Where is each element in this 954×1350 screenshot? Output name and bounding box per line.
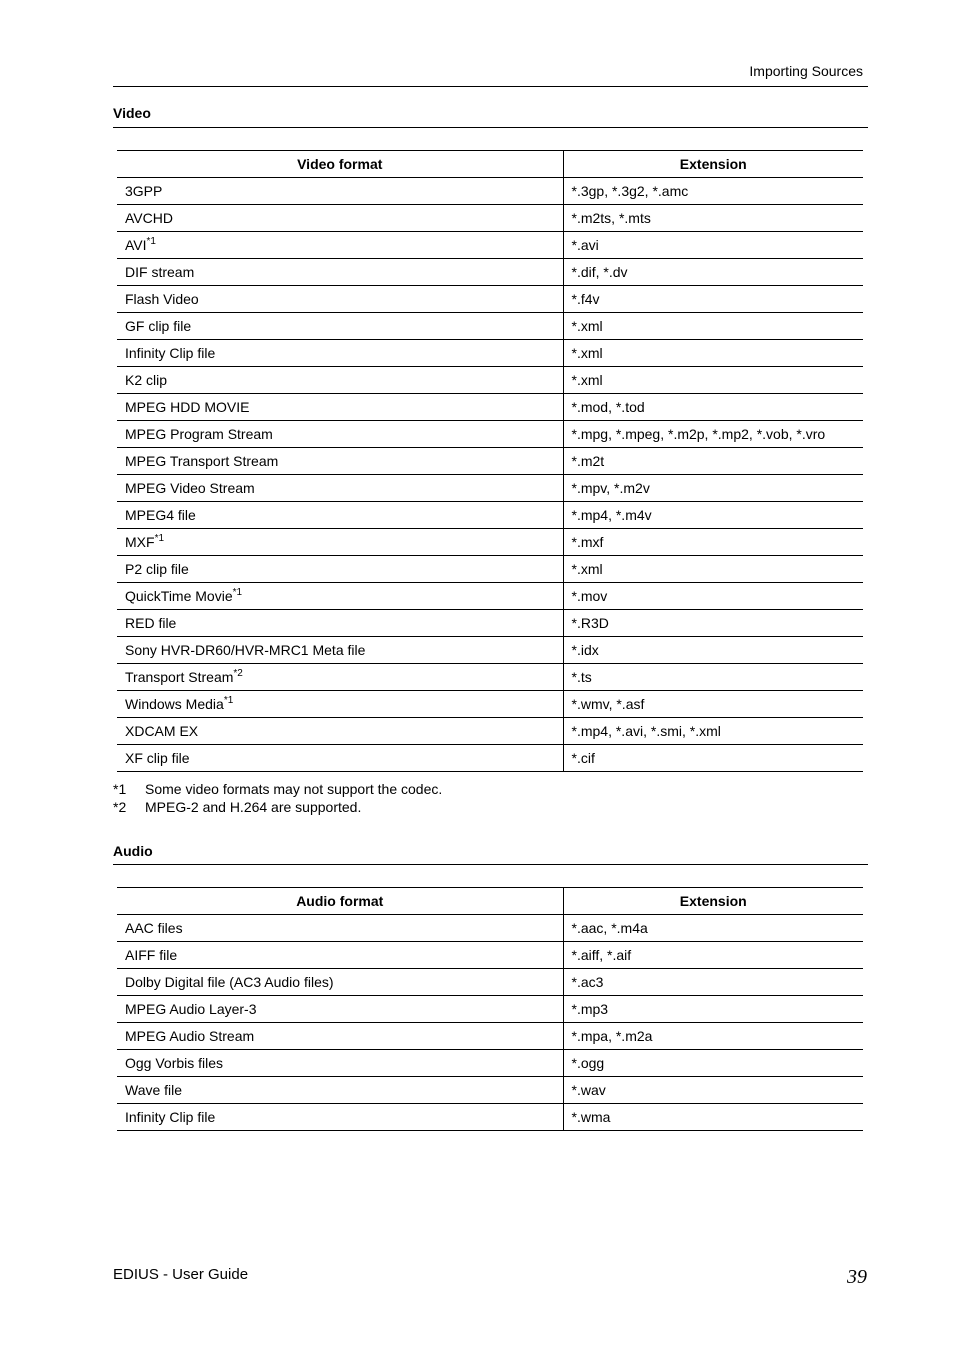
format-cell (117, 178, 563, 205)
format-name: MPEG HDD MOVIE (125, 399, 250, 415)
format-cell (117, 1077, 563, 1104)
extension-cell: *.xml (563, 367, 863, 394)
format-name: 3GPP (125, 183, 163, 199)
table-row (117, 1023, 863, 1050)
format-cell (117, 1050, 563, 1077)
extension-cell: *.f4v (563, 286, 863, 313)
format-name: AVI (125, 237, 147, 253)
format-name: Flash Video (125, 291, 199, 307)
extension-cell: *.mod, *.tod (563, 394, 863, 421)
format-name: K2 clip (125, 372, 168, 388)
table-row (117, 421, 863, 448)
table-row (117, 942, 863, 969)
extension-cell: *.dif, *.dv (563, 259, 863, 286)
table-row (117, 205, 863, 232)
footnote-reference: *1 (146, 236, 156, 247)
format-cell (117, 448, 563, 475)
format-cell (117, 367, 563, 394)
format-cell (117, 637, 563, 664)
table-row (117, 996, 863, 1023)
extension-cell: *.3gp, *.3g2, *.amc (563, 178, 863, 205)
table-row (117, 475, 863, 502)
format-cell (117, 745, 563, 772)
extension-cell: *.avi (563, 232, 863, 259)
table-row (117, 286, 863, 313)
table-row (117, 340, 863, 367)
table-row (117, 691, 863, 718)
extension-cell: *.mp4, *.avi, *.smi, *.xml (563, 718, 863, 745)
extension-cell: *.mp3 (563, 996, 863, 1023)
extension-cell: *.idx (563, 637, 863, 664)
table-row (117, 232, 863, 259)
column-header-extension: Extension (563, 151, 863, 178)
format-cell (117, 996, 563, 1023)
extension-cell: *.m2t (563, 448, 863, 475)
footnote (113, 798, 442, 816)
format-name: MPEG Audio Stream (125, 1028, 255, 1044)
format-cell (117, 475, 563, 502)
extension-cell: *.mp4, *.m4v (563, 502, 863, 529)
table-row (117, 915, 863, 942)
footnote-reference: *1 (154, 533, 165, 544)
format-name: MPEG Audio Layer-3 (125, 1001, 257, 1017)
table-row (117, 313, 863, 340)
format-name: AAC files (125, 920, 183, 936)
table-row (117, 1077, 863, 1104)
video-footnotes (113, 780, 442, 816)
format-cell (117, 205, 563, 232)
footnote-text: Some video formats may not support the codec. (145, 781, 443, 797)
table-row (117, 637, 863, 664)
format-name: MPEG Program Stream (125, 426, 273, 442)
extension-cell: *.ogg (563, 1050, 863, 1077)
table-row (117, 664, 863, 691)
footer-guide-title: EDIUS - User Guide (113, 1266, 249, 1283)
format-name: Ogg Vorbis files (125, 1055, 224, 1071)
format-cell (117, 394, 563, 421)
extension-cell: *.ac3 (563, 969, 863, 996)
format-name: DIF stream (125, 264, 195, 280)
format-cell (117, 583, 563, 610)
video-section-title: Video (113, 105, 151, 121)
table-row (117, 610, 863, 637)
format-name: Sony HVR-DR60/HVR-MRC1 Meta file (125, 642, 366, 658)
footnote-text: MPEG-2 and H.264 are supported. (145, 799, 362, 815)
footnote-reference: *1 (232, 587, 243, 598)
extension-cell: *.mpa, *.m2a (563, 1023, 863, 1050)
format-name: MPEG4 file (125, 507, 196, 523)
header-rule (113, 86, 868, 87)
format-name: XDCAM EX (125, 723, 199, 739)
extension-cell: *.m2ts, *.mts (563, 205, 863, 232)
footnote-reference: *2 (233, 668, 243, 679)
extension-cell: *.mov (563, 583, 863, 610)
audio-format-table (117, 887, 863, 1131)
format-name: Infinity Clip file (125, 1109, 216, 1125)
format-name: MPEG Transport Stream (125, 453, 279, 469)
table-row (117, 259, 863, 286)
format-cell (117, 664, 563, 691)
extension-cell: *.xml (563, 556, 863, 583)
table-row (117, 1104, 863, 1131)
format-name: Infinity Clip file (125, 345, 216, 361)
column-header-format: Audio format (117, 888, 563, 915)
extension-cell: *.xml (563, 313, 863, 340)
table-row (117, 394, 863, 421)
format-name: Transport Stream (125, 669, 234, 685)
table-header-row (117, 888, 863, 915)
table-row (117, 718, 863, 745)
table-row (117, 745, 863, 772)
extension-cell: *.ts (563, 664, 863, 691)
format-cell (117, 718, 563, 745)
extension-cell: *.xml (563, 340, 863, 367)
extension-cell: *.aac, *.m4a (563, 915, 863, 942)
format-name: GF clip file (125, 318, 192, 334)
table-row (117, 1050, 863, 1077)
format-name: Windows Media (125, 696, 224, 712)
footnote-reference: *1 (223, 695, 234, 706)
audio-section-title: Audio (113, 843, 153, 859)
format-cell (117, 556, 563, 583)
video-section-rule (113, 127, 868, 128)
format-name: QuickTime Movie (125, 588, 233, 604)
format-name: XF clip file (125, 750, 190, 766)
table-row (117, 448, 863, 475)
format-name: AIFF file (125, 947, 178, 963)
extension-cell: *.mpv, *.m2v (563, 475, 863, 502)
table-row (117, 502, 863, 529)
extension-cell: *.mxf (563, 529, 863, 556)
format-name: MXF (125, 534, 155, 550)
extension-cell: *.wma (563, 1104, 863, 1131)
video-format-table (117, 150, 863, 772)
format-cell (117, 915, 563, 942)
format-name: Dolby Digital file (AC3 Audio files) (125, 974, 334, 990)
column-header-format: Video format (117, 151, 563, 178)
format-cell (117, 286, 563, 313)
extension-cell: *.cif (563, 745, 863, 772)
format-cell (117, 259, 563, 286)
format-name: Wave file (125, 1082, 183, 1098)
format-name: RED file (125, 615, 177, 631)
table-row (117, 556, 863, 583)
format-cell (117, 1104, 563, 1131)
format-name: P2 clip file (125, 561, 189, 577)
table-row (117, 969, 863, 996)
audio-section-rule (113, 864, 868, 865)
running-header: Importing Sources (749, 63, 863, 79)
format-cell (117, 1023, 563, 1050)
format-cell (117, 529, 563, 556)
table-row (117, 367, 863, 394)
table-row (117, 529, 863, 556)
extension-cell: *.aiff, *.aif (563, 942, 863, 969)
extension-cell: *.wmv, *.asf (563, 691, 863, 718)
page-number: 39 (847, 1266, 867, 1288)
format-name: AVCHD (125, 210, 173, 226)
extension-cell: *.R3D (563, 610, 863, 637)
footnote (113, 780, 442, 798)
format-cell (117, 942, 563, 969)
footnote-mark: *2 (113, 799, 127, 815)
table-row (117, 583, 863, 610)
table-row (117, 178, 863, 205)
format-cell (117, 421, 563, 448)
extension-cell: *.mpg, *.mpeg, *.m2p, *.mp2, *.vob, *.vro (563, 421, 863, 448)
column-header-extension: Extension (563, 888, 863, 915)
extension-cell: *.wav (563, 1077, 863, 1104)
format-name: MPEG Video Stream (125, 480, 255, 496)
format-cell (117, 313, 563, 340)
footnote-mark: *1 (113, 781, 127, 797)
format-cell (117, 232, 563, 259)
format-cell (117, 610, 563, 637)
format-cell (117, 969, 563, 996)
table-header-row (117, 151, 863, 178)
format-cell (117, 502, 563, 529)
format-cell (117, 340, 563, 367)
format-cell (117, 691, 563, 718)
